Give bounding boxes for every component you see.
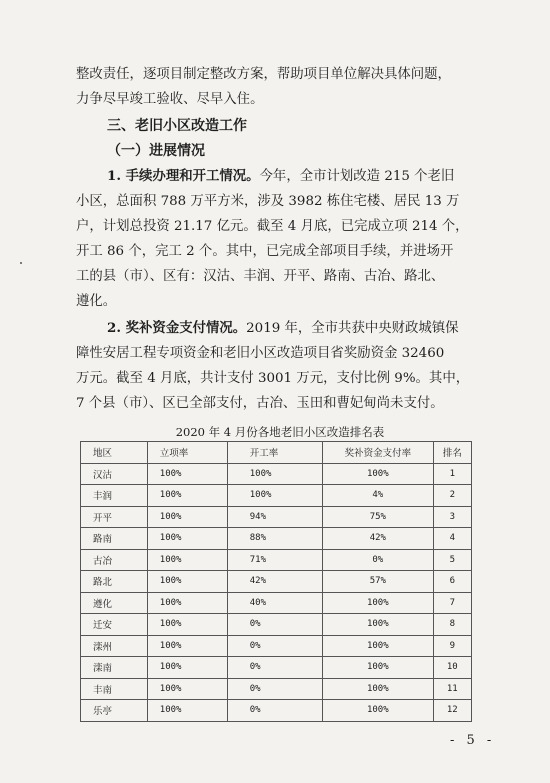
cell-start-rate: 100% [227, 463, 322, 485]
cell-start-rate: 0% [227, 635, 322, 657]
paragraph-lead: 1. 手续办理和开工情况。 [107, 168, 260, 184]
paragraph-text: 2019 年，全市共获中央财政城镇保 [246, 321, 459, 336]
table-row [81, 635, 472, 657]
table-title: 2020 年 4 月份各地老旧小区改造排名表 [175, 425, 385, 439]
page-number: - 5 - [450, 733, 496, 748]
cell-approval-rate: 100% [147, 657, 227, 679]
paragraph-line [107, 164, 517, 189]
cell-region: 遵化 [81, 592, 148, 614]
cell-start-rate: 0% [227, 657, 322, 679]
cell-region: 汉沽 [81, 463, 148, 485]
cell-region: 丰南 [81, 678, 148, 700]
table-row [81, 678, 472, 700]
cell-approval-rate: 100% [147, 592, 227, 614]
cell-rank: 7 [433, 592, 471, 614]
header-approval-rate: 立项率 [147, 442, 227, 464]
paragraph-line: 工的县（市）、区有：汉沽、丰润、开平、路南、古冶、路北、 [76, 269, 445, 284]
paragraph-line: 障性安居工程专项资金和老旧小区改造项目省奖励资金 32460 [76, 346, 445, 361]
paragraph-line: 万元。截至 4 月底，共计支付 3001 万元，支付比例 9%。其中， [76, 371, 470, 386]
paragraph-line: 整改责任，逐项目制定整改方案，帮助项目单位解决具体问题， [76, 67, 451, 82]
paragraph-line [107, 316, 517, 341]
table-row [81, 463, 472, 485]
paragraph-text: 今年，全市计划改造 215 个老旧 [259, 169, 455, 184]
paragraph-lead: 2. 奖补资金支付情况。 [107, 320, 247, 336]
table-row [81, 571, 472, 593]
cell-funding-rate: 100% [323, 700, 434, 722]
cell-start-rate: 42% [227, 571, 322, 593]
paragraph-line: 小区，总面积 788 万平方米，涉及 3982 栋住宅楼、居民 13 万 [76, 194, 460, 209]
cell-funding-rate: 100% [323, 592, 434, 614]
table-row [81, 614, 472, 636]
cell-region: 迁安 [81, 614, 148, 636]
cell-rank: 9 [433, 635, 471, 657]
cell-start-rate: 0% [227, 614, 322, 636]
cell-funding-rate: 100% [323, 657, 434, 679]
table-row [81, 528, 472, 550]
subsection-heading: （一）进展情况 [107, 143, 205, 159]
header-start-rate: 开工率 [227, 442, 322, 464]
header-rank: 排名 [433, 442, 471, 464]
table-row [81, 657, 472, 679]
table-row [81, 485, 472, 507]
cell-funding-rate: 100% [323, 678, 434, 700]
cell-start-rate: 0% [227, 700, 322, 722]
cell-approval-rate: 100% [147, 528, 227, 550]
cell-start-rate: 0% [227, 678, 322, 700]
cell-approval-rate: 100% [147, 635, 227, 657]
cell-approval-rate: 100% [147, 700, 227, 722]
paragraph-line: 力争尽早竣工验收、尽早入住。 [76, 92, 264, 107]
scan-speck [20, 262, 22, 264]
paragraph-line: 7 个县（市）、区已全部支付，古冶、玉田和曹妃甸尚未支付。 [76, 396, 444, 411]
cell-rank: 3 [433, 506, 471, 528]
cell-approval-rate: 100% [147, 485, 227, 507]
cell-rank: 12 [433, 700, 471, 722]
cell-approval-rate: 100% [147, 571, 227, 593]
paragraph-line: 户，计划总投资 21.17 亿元。截至 4 月底，已完成立项 214 个， [76, 219, 469, 234]
cell-funding-rate: 100% [323, 635, 434, 657]
cell-funding-rate: 100% [323, 463, 434, 485]
table-row [81, 549, 472, 571]
table-body [81, 463, 472, 721]
table-row [81, 700, 472, 722]
cell-approval-rate: 100% [147, 506, 227, 528]
cell-approval-rate: 100% [147, 678, 227, 700]
cell-rank: 8 [433, 614, 471, 636]
cell-rank: 10 [433, 657, 471, 679]
cell-start-rate: 40% [227, 592, 322, 614]
cell-start-rate: 94% [227, 506, 322, 528]
paragraph-line: 开工 86 个，完工 2 个。其中，已完成全部项目手续，并进场开 [76, 244, 454, 259]
cell-rank: 1 [433, 463, 471, 485]
cell-region: 开平 [81, 506, 148, 528]
section-heading: 三、老旧小区改造工作 [107, 118, 247, 134]
cell-rank: 11 [433, 678, 471, 700]
cell-region: 乐亭 [81, 700, 148, 722]
cell-rank: 5 [433, 549, 471, 571]
table-header-row [81, 442, 472, 464]
cell-funding-rate: 42% [323, 528, 434, 550]
cell-funding-rate: 4% [323, 485, 434, 507]
cell-region: 滦南 [81, 657, 148, 679]
table-row [81, 506, 472, 528]
cell-region: 古冶 [81, 549, 148, 571]
cell-funding-rate: 0% [323, 549, 434, 571]
cell-region: 路北 [81, 571, 148, 593]
cell-approval-rate: 100% [147, 549, 227, 571]
cell-rank: 6 [433, 571, 471, 593]
table-row [81, 592, 472, 614]
cell-start-rate: 71% [227, 549, 322, 571]
cell-start-rate: 88% [227, 528, 322, 550]
cell-approval-rate: 100% [147, 614, 227, 636]
cell-region: 滦州 [81, 635, 148, 657]
cell-funding-rate: 75% [323, 506, 434, 528]
cell-region: 路南 [81, 528, 148, 550]
header-funding-rate: 奖补资金支付率 [323, 442, 434, 464]
cell-funding-rate: 100% [323, 614, 434, 636]
cell-start-rate: 100% [227, 485, 322, 507]
cell-rank: 4 [433, 528, 471, 550]
header-region: 地区 [81, 442, 148, 464]
cell-funding-rate: 57% [323, 571, 434, 593]
paragraph-line: 遵化。 [76, 294, 117, 309]
cell-approval-rate: 100% [147, 463, 227, 485]
cell-rank: 2 [433, 485, 471, 507]
ranking-table [80, 441, 472, 722]
cell-region: 丰润 [81, 485, 148, 507]
